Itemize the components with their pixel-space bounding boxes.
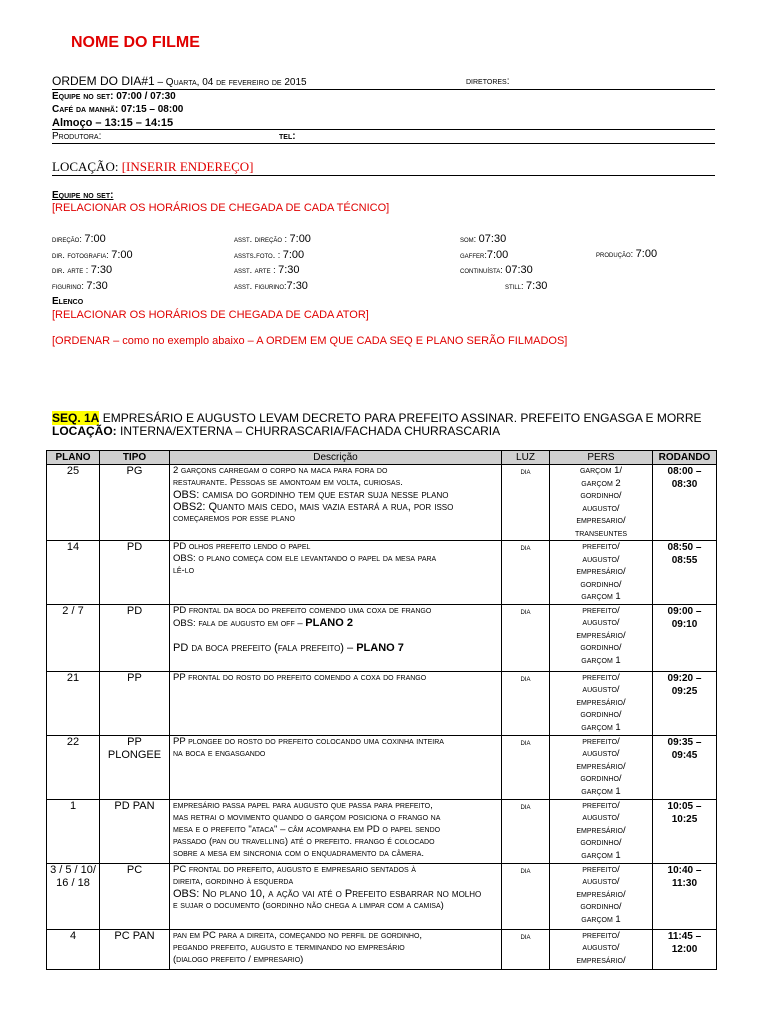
character-line: garçom 1 bbox=[581, 785, 621, 797]
cell-luz: dia bbox=[502, 799, 550, 863]
cell-rodando: 09:35 – 09:45 bbox=[653, 735, 717, 799]
cell-rodando: 11:45 – 12:00 bbox=[653, 929, 717, 969]
cell-descricao bbox=[170, 929, 502, 969]
crew-entry: asst. figurino:7:30 bbox=[234, 279, 308, 292]
sequence-line bbox=[52, 411, 702, 425]
crew-production: produção: 7:00 bbox=[596, 248, 658, 260]
cell-plano: 14 bbox=[47, 541, 100, 605]
character-line: garçom 1 bbox=[581, 721, 621, 733]
crew-entry: direção: 7:00 bbox=[52, 233, 106, 245]
description-line: pegando prefeito, augusto e terminando no empresário bbox=[173, 941, 405, 953]
character-line: garçom 1 bbox=[581, 913, 621, 925]
description-line: OBS: camisa do gordinho tem que estar suja nesse plano bbox=[173, 489, 449, 501]
description-line: pan em PC para a direita, começando no perfil de gordinho, bbox=[173, 929, 423, 941]
character-line: empresário/ bbox=[576, 888, 626, 900]
sequence-location bbox=[52, 424, 500, 438]
character-line: augusto/ bbox=[582, 876, 620, 887]
description-line: na boca e engasgando bbox=[173, 747, 266, 759]
character-line: garçom 2 bbox=[581, 477, 621, 489]
cell-pers bbox=[550, 671, 653, 735]
character-line: empresário/ bbox=[576, 954, 626, 966]
character-line: prefeito/ bbox=[582, 863, 620, 875]
cell-plano: 1 bbox=[47, 799, 100, 863]
table-header-row bbox=[47, 451, 717, 465]
crew-column-3 bbox=[460, 231, 547, 293]
crew-entry: asst. direção : 7:00 bbox=[234, 233, 311, 245]
crew-column-2 bbox=[234, 231, 311, 293]
cell-pers bbox=[550, 541, 653, 605]
description-line: lê-lo bbox=[173, 565, 195, 576]
sequence-location-value: INTERNA/EXTERNA – CHURRASCARIA/FACHADA CHURRASCARIA bbox=[116, 424, 501, 438]
location-value: [INSERIR ENDEREÇO] bbox=[121, 159, 254, 174]
cast-note: [RELACIONAR OS HORÁRIOS DE CHEGADA DE CADA ATOR] bbox=[52, 309, 369, 321]
cell-plano: 22 bbox=[47, 735, 100, 799]
crew-entry: dir. arte : 7:30 bbox=[52, 264, 113, 276]
cell-luz: dia bbox=[502, 735, 550, 799]
character-line: garçom 1 bbox=[581, 849, 621, 861]
directors-label: diretores: bbox=[466, 76, 510, 87]
sequence-location-label: LOCAÇÃO: bbox=[52, 424, 117, 438]
character-line: empresario/ bbox=[576, 515, 626, 526]
character-line: garçom 1 bbox=[581, 654, 621, 666]
character-line: empresário/ bbox=[576, 760, 626, 772]
description-line: começaremos por esse plano bbox=[173, 513, 295, 524]
cell-rodando: 08:50 – 08:55 bbox=[653, 541, 717, 605]
cell-descricao bbox=[170, 671, 502, 735]
cell-plano: 21 bbox=[47, 671, 100, 735]
cast-heading: Elenco bbox=[52, 296, 84, 307]
character-line: gordinho/ bbox=[580, 490, 622, 501]
character-line: augusto/ bbox=[582, 684, 620, 695]
cell-rodando: 08:00 – 08:30 bbox=[653, 465, 717, 541]
cell-plano: 4 bbox=[47, 929, 100, 969]
cell-descricao bbox=[170, 863, 502, 929]
cell-descricao bbox=[170, 735, 502, 799]
character-line: gordinho/ bbox=[580, 578, 622, 590]
location-line bbox=[52, 159, 254, 175]
crew-entry: asst. arte : 7:30 bbox=[234, 264, 300, 276]
cell-plano: 2 / 7 bbox=[47, 604, 100, 671]
shot-schedule-table bbox=[46, 450, 717, 970]
cell-pers bbox=[550, 929, 653, 969]
cell-descricao bbox=[170, 799, 502, 863]
cell-tipo: PG bbox=[100, 465, 170, 541]
cell-descricao bbox=[170, 465, 502, 541]
cell-pers bbox=[550, 735, 653, 799]
order-of-day bbox=[52, 74, 307, 88]
cell-descricao bbox=[170, 604, 502, 671]
character-line: empresário/ bbox=[576, 629, 626, 641]
cell-tipo: PD bbox=[100, 604, 170, 671]
crew-entry: figurino: 7:30 bbox=[52, 279, 108, 292]
cell-rodando: 10:40 – 11:30 bbox=[653, 863, 717, 929]
character-line: garçom 1/ bbox=[579, 465, 623, 476]
description-line: PD da boca prefeito (fala prefeito) – PLANO 7 bbox=[173, 641, 404, 654]
header-tipo: TIPO bbox=[100, 451, 170, 465]
character-line: prefeito/ bbox=[582, 929, 620, 941]
crew-heading: Equipe no set: bbox=[52, 190, 114, 201]
cell-pers bbox=[550, 604, 653, 671]
crew-call-time: Equipe no set: 07:00 / 07:30 bbox=[52, 91, 176, 102]
table-row bbox=[47, 671, 717, 735]
cell-tipo: PD PAN bbox=[100, 799, 170, 863]
cell-tipo: PC bbox=[100, 863, 170, 929]
cell-tipo: PC PAN bbox=[100, 929, 170, 969]
description-line: sobre a mesa em sincronia com o enquadramento da câmera. bbox=[173, 847, 425, 859]
crew-entry: dir. fotografia: 7:00 bbox=[52, 248, 133, 261]
character-line: prefeito/ bbox=[582, 799, 620, 811]
table-row bbox=[47, 863, 717, 929]
lunch-time: Almoço – 13:15 – 14:15 bbox=[52, 117, 174, 129]
cell-pers bbox=[550, 863, 653, 929]
description-line: PD frontal da boca do prefeito comendo uma coxa de frango bbox=[173, 604, 432, 616]
film-title: NOME DO FILME bbox=[71, 34, 200, 51]
header-descricao: Descrição bbox=[170, 451, 502, 465]
character-line: prefeito/ bbox=[582, 541, 620, 552]
description-line: OBS: fala de augusto em off – PLANO 2 bbox=[173, 616, 353, 629]
order-date: – Quarta, 04 de fevereiro de 2015 bbox=[154, 77, 307, 88]
description-line: 2 garçons carregam o corpo na maca para fora do bbox=[173, 465, 388, 476]
cell-rodando: 09:20 – 09:25 bbox=[653, 671, 717, 735]
character-line: gordinho/ bbox=[580, 901, 622, 912]
location-label: LOCAÇÃO: bbox=[52, 159, 122, 174]
description-line: PP plongee do rosto do prefeito colocando uma coxinha inteira bbox=[173, 735, 444, 747]
crew-entry: continuísta: 07:30 bbox=[460, 264, 533, 276]
table-row bbox=[47, 929, 717, 969]
character-line: augusto/ bbox=[582, 748, 620, 759]
cell-luz: dia bbox=[502, 541, 550, 605]
cell-luz: dia bbox=[502, 465, 550, 541]
description-line bbox=[173, 630, 498, 642]
cell-pers bbox=[550, 799, 653, 863]
description-line: passado (pan ou travelling) até o prefeito. frango é colocado bbox=[173, 835, 435, 847]
character-line: augusto/ bbox=[582, 502, 620, 514]
character-line: gordinho/ bbox=[580, 709, 622, 720]
description-line: (dialogo prefeito / empresario) bbox=[173, 953, 304, 965]
sequence-description: EMPRESÁRIO E AUGUSTO LEVAM DECRETO PARA PREFEITO ASSINAR. PREFEITO ENGASGA E MORRE bbox=[99, 411, 702, 425]
cell-descricao bbox=[170, 541, 502, 605]
cell-luz: dia bbox=[502, 863, 550, 929]
table-row bbox=[47, 604, 717, 671]
description-line: OBS2: Quanto mais cedo, mais vazia estará a rua, por isso bbox=[173, 501, 454, 513]
crew-note: [RELACIONAR OS HORÁRIOS DE CHEGADA DE CADA TÉCNICO] bbox=[52, 202, 390, 214]
order-label: ORDEM DO DIA#1 bbox=[52, 74, 155, 88]
cell-luz: dia bbox=[502, 671, 550, 735]
crew-entry: som: 07:30 bbox=[460, 233, 507, 245]
header-luz: LUZ bbox=[502, 451, 550, 465]
sequence-label: SEQ. 1A bbox=[52, 411, 100, 425]
header-pers: PERS bbox=[550, 451, 653, 465]
cell-tipo: PP PLONGEE bbox=[100, 735, 170, 799]
character-line: gordinho/ bbox=[580, 773, 622, 784]
description-line: empresário passa papel para augusto que passa para prefeito, bbox=[173, 799, 433, 811]
character-line: empresário/ bbox=[576, 824, 626, 836]
crew-entry: still: 7:30 bbox=[505, 279, 548, 292]
table-row bbox=[47, 465, 717, 541]
description-line: OBS: No plano 10, a ação vai até o Prefeito esbarrar no molho bbox=[173, 887, 482, 900]
header-plano: PLANO bbox=[47, 451, 100, 465]
character-line: augusto/ bbox=[582, 942, 620, 953]
character-line: augusto/ bbox=[582, 812, 620, 823]
description-line: OBS: o plano começa com ele levantando o papel da mesa para bbox=[173, 553, 437, 564]
crew-entry: gaffer:7:00 bbox=[460, 248, 509, 261]
character-line: empresário/ bbox=[576, 566, 626, 577]
table-row bbox=[47, 799, 717, 863]
crew-column-1 bbox=[52, 231, 133, 293]
breakfast-time: Café da manhã: 07:15 – 08:00 bbox=[52, 104, 184, 115]
cell-tipo: PD bbox=[100, 541, 170, 605]
character-line: garçom 1 bbox=[581, 591, 621, 602]
table-row bbox=[47, 735, 717, 799]
description-line: mas retrai o movimento quando o garçom posiciona o frango na bbox=[173, 811, 441, 823]
description-line: PP frontal do rosto do prefeito comendo a coxa do frango bbox=[173, 671, 427, 683]
cell-luz: dia bbox=[502, 929, 550, 969]
phone-label: tel: bbox=[279, 131, 296, 142]
character-line: empresário/ bbox=[576, 696, 626, 708]
character-line: gordinho/ bbox=[580, 837, 622, 848]
character-line: augusto/ bbox=[582, 553, 620, 565]
description-line: restaurante. Pessoas se amontoam em volta, curiosas. bbox=[173, 477, 403, 488]
cell-plano: 3 / 5 / 10/ 16 / 18 bbox=[47, 863, 100, 929]
character-line: gordinho/ bbox=[580, 642, 622, 653]
description-line: PC frontal do prefeito, augusto e empresario sentados à bbox=[173, 863, 416, 875]
cell-rodando: 10:05 – 10:25 bbox=[653, 799, 717, 863]
cell-pers bbox=[550, 465, 653, 541]
header-rodando: RODANDO bbox=[653, 451, 717, 465]
character-line: prefeito/ bbox=[582, 735, 620, 747]
description-line: e sujar o documento (gordinho não chega a limpar com a camisa) bbox=[173, 899, 444, 911]
producer-label: Produtora: bbox=[52, 131, 102, 142]
cell-rodando: 09:00 – 09:10 bbox=[653, 604, 717, 671]
table-row bbox=[47, 541, 717, 605]
cell-plano: 25 bbox=[47, 465, 100, 541]
character-line: prefeito/ bbox=[582, 671, 620, 683]
cell-tipo: PP bbox=[100, 671, 170, 735]
description-line: mesa e o prefeito "ataca" – câm acompanha em PD o papel sendo bbox=[173, 823, 441, 835]
description-line: direita, gordinho à esquerda bbox=[173, 875, 294, 887]
character-line: transeuntes bbox=[574, 527, 628, 539]
description-line: PD olhos prefeito lendo o papel bbox=[173, 541, 311, 552]
crew-entry: assts.foto. : 7:00 bbox=[234, 248, 305, 261]
cell-luz: dia bbox=[502, 604, 550, 671]
order-note: [ORDENAR – como no exemplo abaixo – A ORDEM EM QUE CADA SEQ E PLANO SERÃO FILMADOS] bbox=[52, 335, 568, 347]
character-line: prefeito/ bbox=[582, 604, 620, 616]
character-line: augusto/ bbox=[582, 617, 620, 628]
